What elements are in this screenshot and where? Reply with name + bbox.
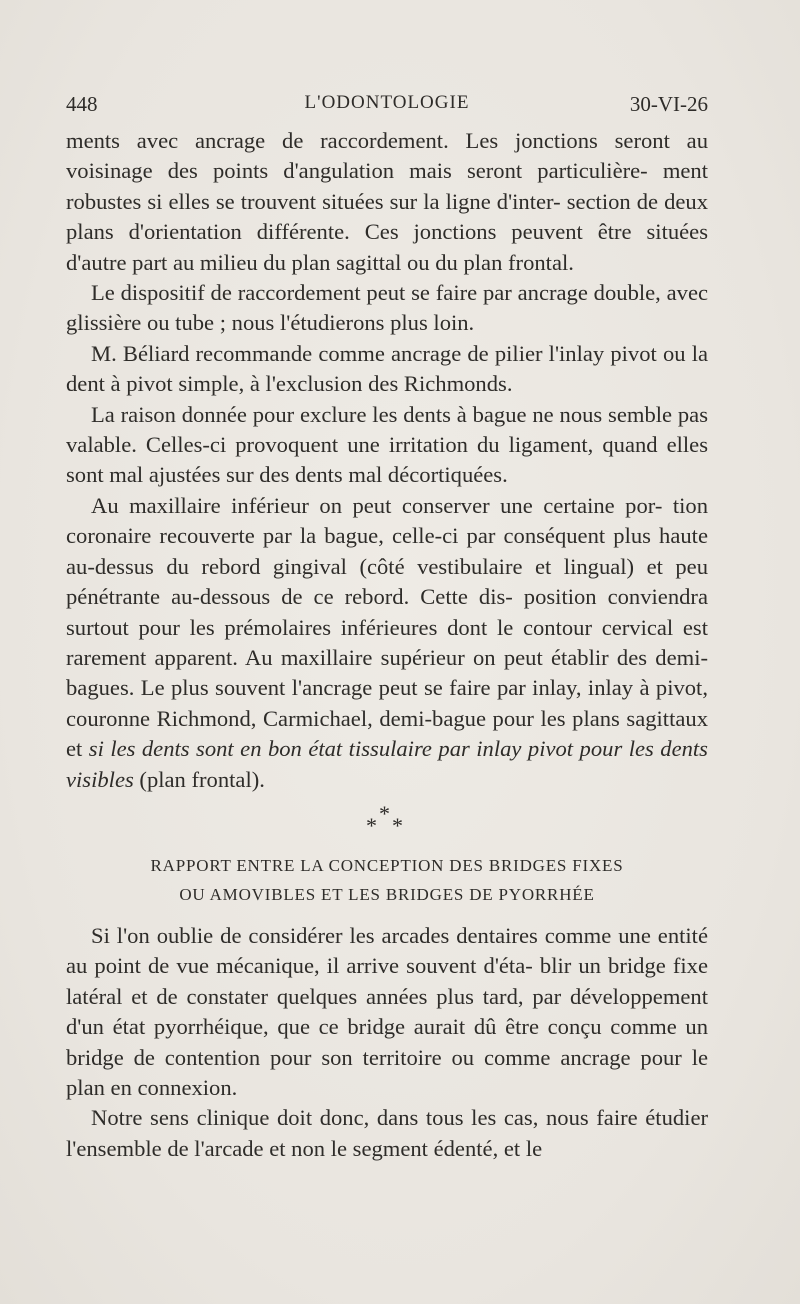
text-line: une entité au point de vue mécanique, il arrive souvent d'éta- [66,922,708,979]
section-title-line: OU AMOVIBLES ET LES BRIDGES DE PYORRHÉE [179,884,595,904]
text-line: tion coronaire recouverte par la bague, celle-ci par conséquent [66,492,708,549]
section-separator [66,801,708,845]
text-line: étudier l'ensemble de l'arcade et non le segment édenté, et le [66,1105,708,1161]
italic-text: dents visibles [66,736,708,792]
paragraph-4 [66,400,708,491]
text-line: (plan frontal). [133,766,265,792]
text-line: dont le contour cervical est rarement apparent. Au maxillaire [66,614,708,670]
text-line: M. Béliard recommande comme ancrage de pilier l'inlay [91,340,605,366]
text-line: semble pas valable. Celles-ci provoquent une irritation du [66,401,708,458]
asterisk: * [366,812,377,838]
page-number: 448 [66,92,98,116]
text-line: ou du plan frontal. [407,249,574,275]
text-line: ment robustes si elles se trouvent situées sur la ligne d'inter- [66,158,708,214]
text-line: et [66,736,89,762]
asterisk: * [379,800,390,826]
italic-text: si les dents sont en bon état tissulaire par inlay pivot pour les [88,736,654,762]
text-line: aurait dû être conçu comme un bridge de contention pour [66,1014,708,1070]
text-line: Richmond, Carmichael, demi-bague pour les plans sagittaux [156,705,708,731]
text-line: lingual) et peu pénétrante au-dessous de ce rebord. Cette dis- [66,553,708,610]
asterisk: * [392,812,403,838]
text-line: blir un bridge fixe latéral et de constater quelques années plus [66,953,709,1009]
issue-date: 30-VI-26 [629,92,708,116]
section-title-line: RAPPORT ENTRE LA CONCEPTION DES BRIDGES FIXES [150,855,624,875]
text-line: ments avec ancrage de raccordement. Les jonctions seront au [66,128,708,153]
text-line: Au maxillaire inférieur on peut conserver une certaine por- [91,492,663,518]
text-line: Notre sens clinique doit donc, dans tous les cas, nous faire [91,1105,638,1131]
text-line: ligament, quand elles sont mal ajustées sur des dents mal [66,432,709,488]
text-line: section de deux plans d'orientation différente. Ces jonctions [66,188,708,245]
paragraph-7 [66,1103,708,1164]
text-line: son territoire ou comme ancrage pour le plan en connexion. [66,1044,709,1100]
paragraph-1 [66,126,708,278]
text-line: tard, par développement d'un état pyorrhéique, que ce bridge [66,983,708,1040]
paragraph-2 [66,278,708,339]
text-line: pivot ou la dent à pivot simple, à l'exclusion des Richmonds. [66,340,708,397]
text-line: supérieur on peut établir des demi-bagues. Le plus souvent [66,644,709,701]
text-line: double, avec glissière ou tube ; nous l'étudierons plus loin. [66,280,709,336]
text-line: Le dispositif de raccordement peut se faire par ancrage [91,280,588,306]
text-line: Si l'on oublie de considérer les arcades dentaires comme [91,922,612,948]
text-line: voisinage des points d'angulation mais seront particulière- [66,158,648,184]
text-line: plus haute au-dessus du rebord gingival (côté vestibulaire et [66,523,708,579]
journal-title: L'ODONTOLOGIE [304,92,470,113]
text-line: position conviendra surtout pour les prémolaires inférieures [66,584,708,640]
text-line: décortiquées. [387,462,508,488]
text-line: peuvent être situées d'autre part au milieu du plan sagittal [66,219,708,275]
paragraph-5 [66,491,708,795]
body-text [66,126,708,1164]
section-title [66,851,708,909]
text-line: l'ancrage peut se faire par inlay, inlay à pivot, couronne [66,675,708,731]
text-line: La raison donnée pour exclure les dents à bague ne nous [91,401,603,427]
paragraph-6 [66,921,708,1103]
paragraph-3 [66,339,708,400]
running-head [66,90,708,124]
